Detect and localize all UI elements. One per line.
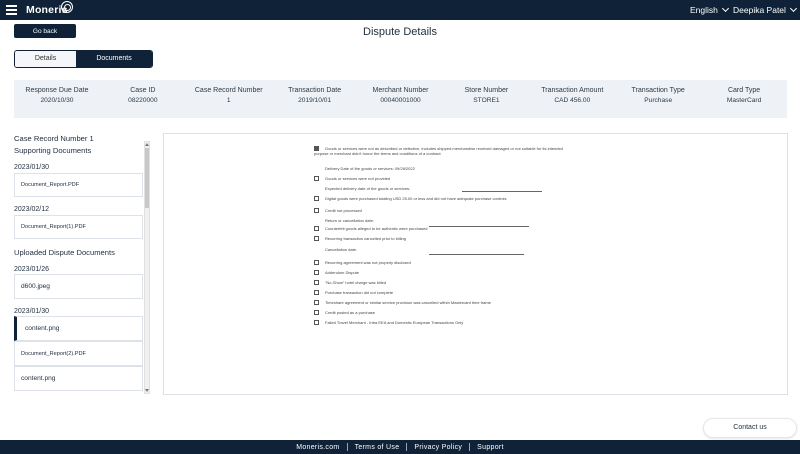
- form-row-text: "No-Show" hotel charge was billed: [325, 280, 387, 285]
- form-row: [314, 260, 564, 265]
- checkbox-icon: [314, 260, 319, 265]
- top-bar: [0, 0, 800, 20]
- supporting-documents-heading: Supporting Documents: [14, 146, 92, 155]
- summary-response-due-date: [14, 80, 100, 118]
- form-row-text: Failed Travel Merchant - Intra EEA and Domestic European Transactions Only: [325, 320, 464, 325]
- form-row: [314, 290, 564, 295]
- tab-documents[interactable]: Documents: [76, 51, 152, 67]
- checkbox-icon: [314, 176, 319, 181]
- checkbox-icon: [314, 236, 319, 241]
- form-row: [314, 236, 564, 241]
- form-row-text: Credit posted as a purchase: [325, 310, 376, 315]
- chevron-down-icon: [722, 5, 729, 12]
- document-date: 2023/02/12: [14, 206, 50, 213]
- checkbox-icon: [314, 300, 319, 305]
- summary-label: Case ID: [130, 87, 156, 94]
- summary-label: Card Type: [727, 87, 761, 94]
- summary-label: Store Number: [464, 87, 509, 94]
- form-row: [314, 176, 564, 181]
- document-item-selected[interactable]: content.png: [14, 316, 143, 341]
- footer-link-support[interactable]: Support: [477, 443, 504, 451]
- document-date: 2023/01/30: [14, 164, 50, 171]
- summary-label: Transaction Amount: [541, 87, 604, 94]
- form-row: [325, 166, 575, 171]
- summary-value: CAD 456.00: [554, 97, 591, 104]
- form-row: [325, 218, 575, 223]
- form-row: [314, 280, 564, 285]
- summary-case-record-number: [186, 80, 272, 118]
- form-row-text: Digital goods were purchased totaling USD 25.00 or less and did not have adequate purchase controls: [325, 196, 507, 201]
- form-row-text: Counterfeit goods alleged to be authentic were purchased: [325, 226, 428, 231]
- checkbox-icon: [314, 208, 319, 213]
- form-row: [314, 310, 564, 315]
- checkbox-icon: [314, 280, 319, 285]
- form-line: [429, 254, 524, 255]
- user-name: Deepika Patel: [733, 5, 786, 15]
- checkbox-icon: [314, 270, 319, 275]
- form-row: [314, 320, 564, 325]
- form-row-text: Goods or services were not as described or defective, includes shipped merchandise received damaged or not suitable for its intended purpose or merchant didn't honor the terms and conditions of a contract: [314, 146, 563, 157]
- checkbox-icon: [314, 226, 319, 231]
- form-row-text: Expected delivery date of the goods or services:: [325, 186, 411, 191]
- footer-link-terms[interactable]: Terms of Use: [354, 443, 400, 451]
- checkbox-icon: [314, 320, 319, 325]
- document-item[interactable]: Document_Report(2).PDF: [14, 341, 143, 366]
- case-summary: [14, 80, 787, 118]
- document-date: 2023/01/26: [14, 266, 50, 273]
- summary-card-type: [701, 80, 787, 118]
- summary-transaction-date: [272, 80, 358, 118]
- form-row: [314, 208, 564, 213]
- form-row: [314, 146, 564, 156]
- scroll-down-icon[interactable]: [145, 389, 149, 392]
- form-row-text: Timeshare agreement or similar service provision was cancelled within Mastercard time frame: [325, 300, 491, 305]
- page-title: Dispute Details: [363, 26, 437, 38]
- checkbox-icon: [314, 290, 319, 295]
- document-item[interactable]: content.png: [14, 366, 143, 391]
- document-item[interactable]: Document_Report(1).PDF: [14, 215, 143, 239]
- summary-value: Purchase: [644, 97, 673, 104]
- document-item[interactable]: d600.jpeg: [14, 274, 143, 299]
- form-row-text: Recurring agreement was not properly disclosed: [325, 260, 411, 265]
- summary-value: 00040001000: [380, 97, 421, 104]
- summary-label: Response Due Date: [25, 87, 89, 94]
- summary-value: 08220000: [128, 97, 158, 104]
- contact-us-button[interactable]: Contact us: [703, 418, 797, 438]
- document-page: [314, 144, 614, 389]
- form-line: [462, 191, 542, 192]
- form-row: [314, 270, 564, 275]
- form-row-text: Credit not processed: [325, 208, 362, 213]
- tab-bar: [14, 50, 153, 68]
- form-row: [314, 300, 564, 305]
- form-row-text: Cancellation date:: [325, 247, 358, 252]
- footer-link-moneris[interactable]: Moneris.com: [296, 443, 340, 451]
- summary-label: Transaction Type: [631, 87, 685, 94]
- chevron-down-icon: [790, 5, 797, 12]
- brand-mark-icon: [61, 1, 73, 13]
- checkbox-icon: [314, 196, 319, 201]
- summary-transaction-amount: [529, 80, 615, 118]
- case-record-heading: Case Record Number 1: [14, 134, 94, 143]
- form-row-text: Delivery Date of the goods or services: 09/28/2022: [325, 166, 415, 171]
- summary-value: MasterCard: [726, 97, 762, 104]
- go-back-button[interactable]: Go back: [14, 24, 76, 38]
- summary-case-id: [100, 80, 186, 118]
- summary-store-number: [443, 80, 529, 118]
- user-menu[interactable]: [733, 5, 796, 15]
- summary-transaction-type: [615, 80, 701, 118]
- language-selector[interactable]: [690, 5, 728, 15]
- summary-value: 1: [226, 97, 231, 104]
- brand-logo[interactable]: Moneris: [26, 4, 68, 16]
- form-row: [314, 196, 564, 201]
- footer-link-privacy[interactable]: Privacy Policy: [414, 443, 463, 451]
- form-row: [325, 247, 575, 252]
- form-row-text: Goods or services were not provided: [325, 176, 391, 181]
- summary-value: 2020/10/30: [40, 97, 74, 104]
- summary-value: STORE1: [473, 97, 500, 104]
- form-row: [314, 226, 564, 231]
- form-row-text: Addendum Dispute: [325, 270, 360, 275]
- language-label: English: [690, 5, 718, 15]
- scroll-thumb[interactable]: [145, 148, 149, 208]
- document-date: 2023/01/30: [14, 308, 50, 315]
- documents-list-panel: [14, 133, 150, 395]
- summary-value: 2019/10/01: [298, 97, 332, 104]
- summary-label: Transaction Date: [288, 87, 342, 94]
- summary-merchant-number: [358, 80, 444, 118]
- document-item[interactable]: Document_Report.PDF: [14, 173, 143, 197]
- summary-label: Case Record Number: [194, 87, 263, 94]
- menu-icon[interactable]: [6, 5, 17, 15]
- form-row-text: Recurring transaction cancelled prior to billing: [325, 236, 406, 241]
- checkbox-icon: [314, 310, 319, 315]
- uploaded-documents-heading: Uploaded Dispute Documents: [14, 248, 115, 257]
- form-row-text: Return or cancellation date:: [325, 218, 374, 223]
- documents-scrollbar[interactable]: [144, 141, 150, 394]
- footer: [0, 440, 800, 454]
- scroll-up-icon[interactable]: [145, 143, 149, 146]
- tab-details[interactable]: Details: [15, 51, 76, 67]
- document-viewer: [163, 133, 788, 395]
- summary-label: Merchant Number: [372, 87, 429, 94]
- form-row-text: Purchase transaction did not complete: [325, 290, 394, 295]
